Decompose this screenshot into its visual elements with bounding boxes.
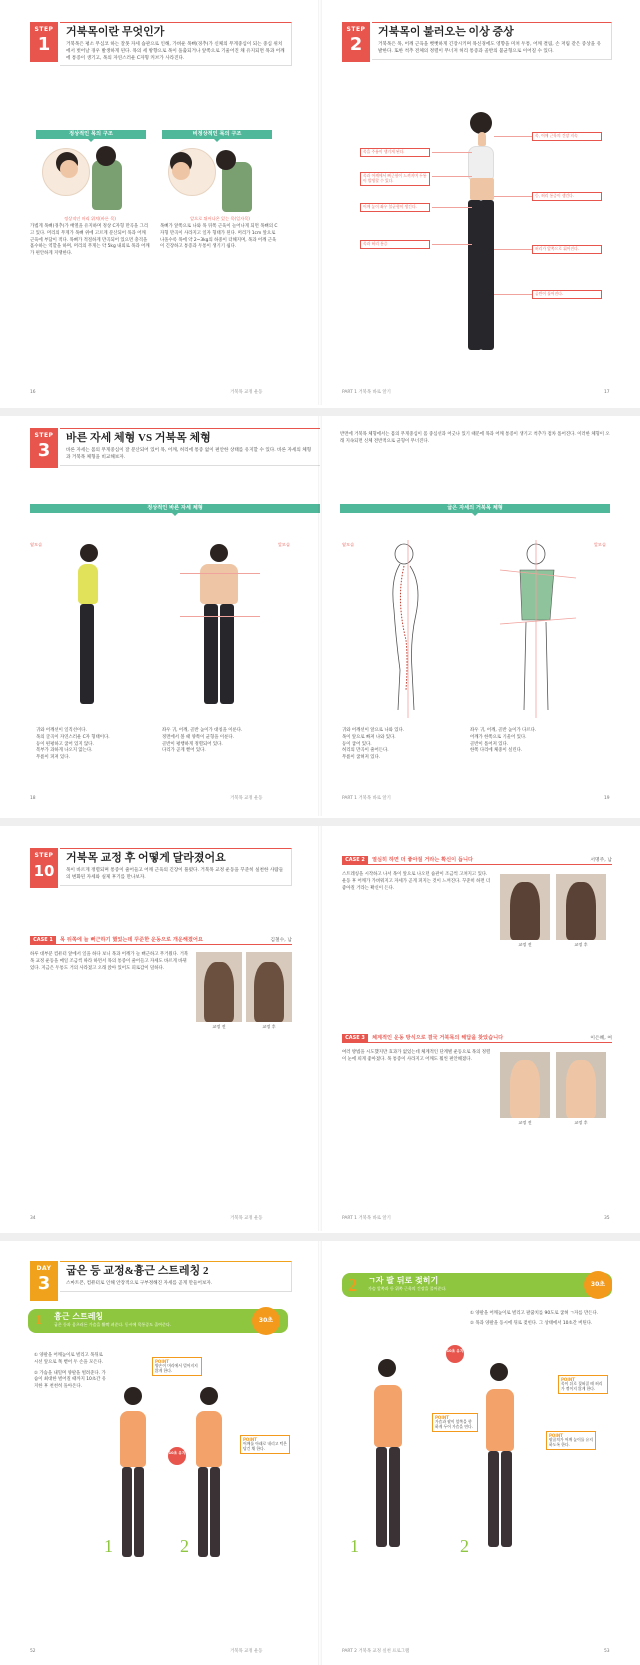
time-badge: 30초 [584,1271,612,1299]
tip-box [558,1375,608,1394]
top-shape [120,1411,146,1467]
connector-line [432,207,472,208]
exercise-subtitle: 가슴 앞쪽과 등 위쪽 근육의 긴장을 풀어준다. [368,1286,447,1291]
bullet-item: 목이 앞으로 빠져 나와 있다. [342,734,396,740]
tip-text: 어깨를 아래로 내리고 턱은 당긴 채 한다. [243,1441,287,1452]
tip-title: POINT [155,1359,169,1364]
leg-shape [480,200,494,350]
bullet-item: 등이 편평하고 굽어 있지 않다. [36,741,94,747]
page-title: 바른 자세 체형 VS 거북목 체형 [66,432,211,444]
after-label: 교정 후 [262,1024,276,1029]
before-photo [500,1052,550,1118]
tip-title: POINT [549,1433,563,1438]
page-footer-tag: PART 2 거북목 교정 실천 프로그램 [342,1649,410,1654]
before-label: 교정 전 [212,1024,226,1029]
exercise-title: ㄱ자 팔 뒤로 젖히기 [368,1276,439,1285]
figure-number: 1 [350,1536,359,1556]
bullet-list [36,728,156,762]
page-number: 34 [30,1216,36,1221]
tip-box [152,1357,202,1376]
head-shape [80,544,98,562]
badge-number: 10 [33,861,55,880]
bullet-item: 무릎이 굽혀져 있다. [342,755,381,761]
step-number-badge: 1 [35,1313,43,1328]
leg-shape [204,604,218,704]
bullet-item: 한쪽 다리에 체중이 실린다. [470,748,523,754]
case-text: 하루 대부분 컴퓨터 앞에서 일을 하다 보니 목과 어깨가 늘 뻐근하고 무거웠다. 거북목 교정 운동을 매일 조금씩 따라 하면서 목의 통증이 줄어들고 자세도 바르게 바뀌었다. 지금은 두통도 거의 사라졌고 오래 앉아 있어도 피로감이 덜하다. [30,952,189,971]
page-footer-tag: 거북목 교정 운동 [230,390,263,395]
top-shape [78,564,98,604]
leg-shape [389,1447,400,1547]
person-shape [510,882,540,940]
page-52 [0,1241,320,1665]
spread-separator [0,1233,640,1241]
badge-label: STEP [34,432,54,439]
page-title: 거북목이란 무엇인가 [66,26,165,38]
step-number: 2 [348,1275,357,1295]
case-underline [342,1042,612,1043]
torso-shape [200,564,238,604]
person-shape [566,882,596,940]
tip-box [432,1413,478,1432]
head-shape [124,1387,142,1405]
symptom-label: 목과 허리 통증 [360,240,430,249]
caption-normal: 정상적인 머리 위치(바른 목) [64,216,116,221]
page-34 [0,826,320,1231]
bullet-item: 허리의 만곡이 줄어든다. [342,748,389,754]
connector-line [432,176,472,177]
head-shape [378,1359,396,1377]
spread-1 [0,0,640,405]
connector-line [432,152,472,153]
page-footer-tag: PART 1 거북목 바로 알기 [342,390,391,395]
section-bar: 굽은 자세의 거북목 체형 [340,504,610,513]
page-number: 52 [30,1649,36,1654]
figure-number: 2 [180,1536,189,1556]
case-header [342,856,612,865]
tip-text: 팔꿈치가 어깨 높이를 유지하도록 한다. [549,1437,593,1448]
step-badge [30,428,58,468]
neck-shape [478,132,486,146]
page-footer-tag: PART 1 거북목 바로 알기 [342,1216,391,1221]
step-badge [30,22,58,62]
bullet-item: 정면에서 볼 때 양쪽이 균형을 이룬다. [162,734,234,740]
page-title: 굽은 등 교정&흉근 스트레칭 2 [66,1265,209,1277]
instruction-step: ② 목과 양팔을 동시에 뒤로 젖힌다. 그 상태에서 10초간 버틴다. [470,1320,593,1326]
page-number: 17 [604,390,610,395]
side-view-label: 옆모습 [342,542,355,547]
bullet-item: 귀와 어깨선이 앞으로 나와 있다. [342,728,405,733]
lead-text: 목이 바르게 정렬되며 통증이 줄어들고 어깨 근육의 긴장이 풀렸다. 거북목 교정 운동을 꾸준히 실천한 사람들의 변화된 자세와 실제 후기를 만나보자. [66,868,284,880]
case-header [342,1034,612,1043]
lead-text: 바른 자세는 몸의 무게중심이 잘 분산되어 있어 목, 어깨, 허리에 통증 없이 편안한 상태를 유지할 수 있다. 바른 자세의 체형과 거북목 체형을 비교해보자. [66,448,312,460]
instruction-step: ① 양팔을 어깨높이로 벌리고 팔꿈치를 90도로 굽혀 ㄱ자를 만든다. [470,1311,599,1316]
bullet-list [342,728,462,762]
alignment-line [180,573,260,574]
instruction-step: ② 가슴을 내밀며 양팔을 벌려준다. 가슴이 최대한 벌어질 때까지 10초간 유지한 후 천천히 돌아온다. [34,1370,106,1390]
top-shape [374,1385,402,1447]
face-shape [172,162,190,180]
after-photo [246,952,292,1022]
bullet-item: 좌우 귀, 어깨, 골반 높이가 다르다. [470,728,537,733]
spread-separator [0,818,640,826]
before-photo [500,874,550,940]
spread-4 [0,1241,640,1665]
case-text: 스트레칭을 시작하고 나서 목이 앞으로 나오던 습관이 조금씩 고쳐지고 있다. 운동 후 어깨가 가벼워지고 자세가 곧게 펴지는 것이 느껴진다. 꾸준히 하면 더 좋아질 거라는 확신이 든다. [342,872,491,891]
leg-shape [134,1467,144,1557]
connector-line [494,196,532,197]
symptom-label: 목을 주름이 생기게 된다. [360,148,430,157]
case-underline [30,944,292,945]
front-view-label: 앞모습 [593,542,606,547]
page-footer-tag: 거북목 교정 운동 [230,796,263,801]
symptom-label: 어깨 높이 좌우 불균형이 생긴다. [360,203,430,212]
instruction-list [470,1311,610,1328]
book-gutter [318,1241,322,1665]
after-label: 교정 후 [574,942,588,947]
tip-title: POINT [561,1377,575,1382]
section-bar-abnormal: 비정상적인 목의 구조 [162,130,272,139]
posture-sketch-side [360,540,460,720]
book-gutter [318,826,322,1231]
exercise-header [342,1273,612,1297]
symptom-label: 골반이 틀어진다. [532,290,602,299]
hold-badge: 10초 유지 [168,1447,186,1465]
case-name: 김철수, 남 [270,938,292,943]
page-footer-tag: 거북목 교정 운동 [230,1216,263,1221]
page-17 [320,0,640,405]
instruction-list [34,1353,106,1391]
tip-text: 양손이 머리에서 멀어지지 않게 한다. [155,1363,198,1374]
page-title: 거북목 교정 후 어떻게 달라졌어요 [66,852,226,864]
tip-title: POINT [243,1437,257,1442]
description-abnormal: 목뼈가 앞쪽으로 나와 목 뒤쪽 근육이 늘어나게 되면 목뼈의 C자형 만곡이 사라지고 일자 형태가 된다. 머리가 1cm 앞으로 나올수록 목에 약 2~3kg의 하중이 더해지며, 목과 어깨 근육이 긴장하고 통증과 두통이 생기기 쉽다. [160,224,278,250]
front-view-label: 앞모습 [277,542,290,547]
section-bar: 정상적인 바른 자세 체형 [30,504,320,513]
top-shape [486,1389,514,1451]
caption-abnormal: 앞으로 튀어나온 있는 목(일자목) [190,216,250,221]
title-box [60,1261,292,1292]
spread-3 [0,826,640,1231]
bullet-list [470,728,610,755]
lead-text: 반면에 거북목 체형에서는 몸의 무게중심이 몸 중심선과 어긋나 있기 때문에 목과 어깨 통증이 생기고 척추가 점차 틀어진다. 이러한 체형이 오래 지속되면 신체 전반적으로 균형이 무너진다. [340,432,610,444]
head-shape [96,146,116,166]
page-number: 19 [604,796,610,801]
page-53 [320,1241,640,1665]
bullet-item: 등이 굽어 있다. [342,741,372,747]
day-badge [30,1261,58,1301]
case-title: 열심히 하면 더 좋아질 거라는 확신이 듭니다 [372,857,474,863]
badge-label: DAY [36,1265,52,1272]
case-header [30,936,292,945]
case-text: 여러 방법을 시도했지만 효과가 없었는데 체계적인 단계별 운동으로 목의 정렬이 눈에 띄게 좋아졌다. 목 통증이 사라지고 어깨도 훨씬 편안해졌다. [342,1050,491,1062]
badge-number: 2 [349,33,363,55]
figure-number: 2 [460,1536,469,1556]
symptom-label: 등, 허리 통증이 생긴다. [532,192,602,201]
tip-box [546,1431,596,1450]
book-gutter [318,416,322,816]
leg-shape [488,1451,499,1547]
leg-shape [501,1451,512,1547]
before-photo [196,952,242,1022]
connector-line [432,244,472,245]
case-badge: CASE 3 [342,1034,368,1043]
bullet-item: 귀와 어깨선이 일직선이다. [36,728,87,733]
badge-label: STEP [34,26,54,33]
spread-2 [0,416,640,816]
bullet-item: 목의 굴곡이 자연스러운 C자 형태이다. [36,734,110,740]
badge-number: 3 [37,1272,51,1294]
step-badge [342,22,370,62]
head-shape [200,1387,218,1405]
page-number: 35 [604,1216,610,1221]
bullet-list [162,728,292,755]
page-number: 18 [30,796,36,801]
spread-separator [0,408,640,416]
instruction-step: ① 양팔을 어깨높이로 벌리고 목뒤로 시선 앞으로 쭉 뻗어 두 손을 모은다. [34,1353,104,1365]
lead-text: 거북목은 목, 어깨 근육을 뻣뻣하게 긴장시키며 목신경에도 영향을 미쳐 두통, 어깨 결림, 손 저림 같은 증상을 유발한다. 또한 척추 전체의 정렬이 무너져 허리 통증과 골반의 불균형으로 이어질 수 있다. [378,42,602,54]
person-shape [204,962,234,1022]
exercise-title: 흉근 스트레칭 [54,1312,104,1321]
title-box [60,428,320,466]
connector-line [494,136,532,137]
page-35 [320,826,640,1231]
bullet-item: 좌우 귀, 어깨, 골반 높이가 대칭을 이룬다. [162,728,243,733]
tip-title: POINT [435,1415,449,1420]
page-footer-tag: PART 1 거북목 바로 알기 [342,796,391,801]
bullet-item: 무릎이 펴져 있다. [36,755,70,761]
exercise-header [28,1309,288,1333]
connector-line [494,249,532,250]
symptom-label: 목과 어깨에서 뻐근함이 느껴지며 두통이 발생할 수 있다. [360,172,430,186]
leg-shape [376,1447,387,1547]
page-19 [320,416,640,816]
before-label: 교정 전 [518,1120,532,1125]
posture-sketch-front [480,540,590,720]
page-number: 16 [30,390,36,395]
bullet-item: 골반이 평행하게 정렬되어 있다. [162,741,223,747]
face-shape [60,160,78,178]
hold-badge: 10초 유지 [446,1345,464,1363]
case-title: 체계적인 운동 방식으로 결국 거북목의 해답을 찾았습니다 [372,1035,504,1041]
alignment-line [180,616,260,617]
page-number: 53 [604,1649,610,1654]
side-view-label: 옆모습 [30,542,43,547]
tip-box [240,1435,290,1454]
title-box [60,22,292,66]
lead-text: 거북목은 평소 무심코 하는 잘못 자세 습관으로 인해, 가벼운 목뼈(경추)가 신체의 무게중심이 되는 중심 위치에서 벗어날 경우 발생하게 된다. 목의 세 방향으로 목이 돌출되거나 앞쪽으로 기울어진 채 유지되면 목과 어깨에 통증이 생기고, 목의 자연스러운 C자형 커브가 사라진다. [66,42,285,61]
symptom-label: 목, 어깨 근육의 긴장 지속 [532,132,602,141]
title-box [372,22,612,60]
person-shape [566,1060,596,1118]
tip-text: 목이 뒤로 젖혀질 때 허리가 꺾이지 않게 한다. [561,1381,603,1392]
head-shape [216,150,236,170]
step-badge [30,848,58,888]
case-name: 이은혜, 여 [590,1036,612,1041]
leg-shape [220,604,234,704]
connector-line [494,294,532,295]
case-underline [342,864,612,865]
exercise-subtitle: 굽은 등과 움츠러든 가슴을 활짝 펴준다. 동시에 목통증도 줄여준다. [54,1322,172,1327]
page-18 [0,416,320,816]
page-16 [0,0,320,405]
after-photo [556,1052,606,1118]
body-shape [92,160,122,210]
after-photo [556,874,606,940]
book-gutter [318,0,322,405]
head-shape [210,544,228,562]
case-badge: CASE 2 [342,856,368,865]
top-shape [196,1411,222,1467]
badge-number: 1 [37,33,51,55]
lead-text: 스마트폰, 컴퓨터로 인해 안장적으로 구부정해진 자세를 곧게 만들어보자. [66,1281,213,1287]
person-shape [254,962,284,1022]
tip-text: 가슴과 팔이 앞쪽을 향하게 두어 가슴을 연다. [435,1419,473,1430]
badge-number: 3 [37,439,51,461]
bullet-item: 어깨가 한쪽으로 기울어 있다. [470,734,527,740]
figure-number: 1 [104,1536,113,1556]
after-label: 교정 후 [574,1120,588,1125]
page-title: 거북목이 불러오는 이상 증상 [378,26,514,38]
case-name: 서명주, 남 [590,858,612,863]
leg-shape [80,604,94,704]
badge-label: STEP [346,26,366,33]
time-badge: 30초 [252,1307,280,1335]
bullet-item: 다리가 곧게 뻗어 있다. [162,748,206,754]
torso-shape [470,178,494,200]
leg-shape [210,1467,220,1557]
head-shape [470,112,492,134]
title-box [60,848,292,886]
section-bar-normal: 정상적인 목의 구조 [36,130,146,139]
leg-shape [122,1467,132,1557]
page-footer-tag: 거북목 교정 운동 [230,1649,263,1654]
before-label: 교정 전 [518,942,532,947]
head-shape [490,1363,508,1381]
bullet-item: 골반이 틀어져 있다. [470,741,509,747]
description-normal: 가볍게 목뼈(경추)가 배열을 유지하며 정상 C자형 만곡을 그리고 있다. 머리의 무게가 목뼈 위에 고르게 분산되어 목과 어깨 근육에 부담이 적다. 목뼈가 적절하게 만곡되어 있으면 충격을 흡수하는 역할을 하며, 머리의 무게는 약 5kg 내외로 목과 어깨가 편안하게 지탱한다. [30,224,150,257]
leg-shape [198,1467,208,1557]
badge-label: STEP [34,852,54,859]
case-badge: CASE 1 [30,936,56,945]
case-title: 목 뒤쪽에 늘 뻐근하기 했었는데 꾸준한 운동으로 개운해졌어요 [60,937,203,943]
person-shape [510,1060,540,1118]
symptom-label: 허리가 앞쪽으로 휘어진다. [532,245,602,254]
bullet-item: 복부가 과하게 나오지 않는다. [36,748,93,754]
